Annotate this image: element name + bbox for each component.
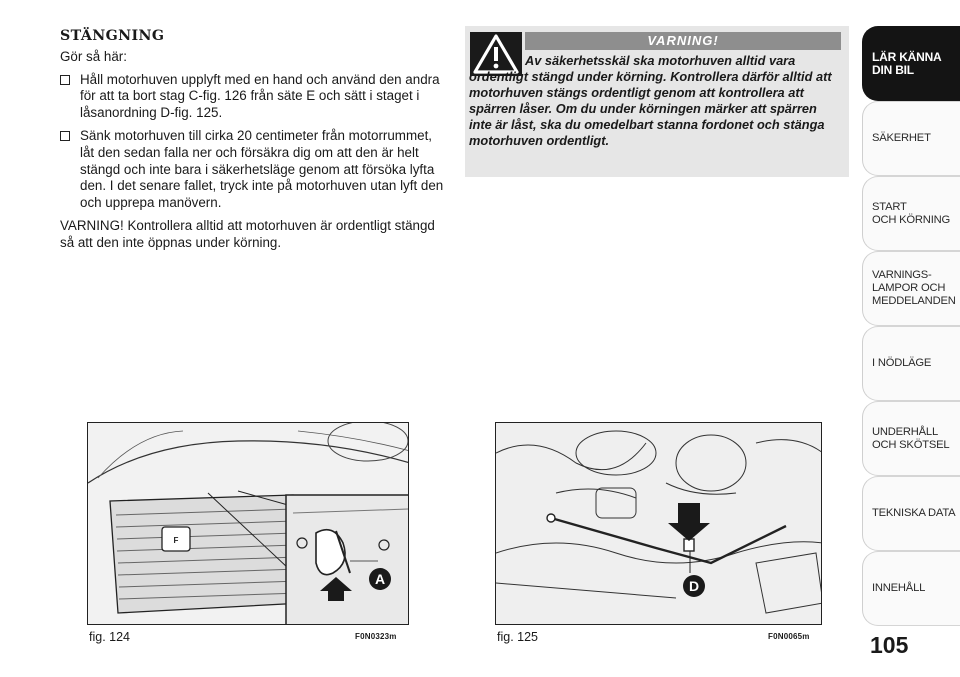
nav-tab-i-nodlage[interactable] [862, 326, 960, 401]
nav-tab-label: I NÖDLÄGE [872, 357, 932, 369]
nav-tab-label: VARNINGS- LAMPOR OCH MEDDELANDEN [872, 269, 956, 307]
nav-tab-underhall[interactable] [862, 401, 960, 476]
figure-lock-device [495, 422, 822, 625]
instruction-text-1: Håll motorhuven upplyft med en hand och använd den andra för att ta bort stag C-fig. 126 från säte E och sätt i staget i låsanordning D-fig. 125. [80, 71, 440, 121]
section-intro: Gör så här: [60, 48, 127, 64]
nav-tab-label: START OCH KÖRNING [872, 200, 950, 226]
figure-hood-strut [87, 422, 409, 625]
instruction-text-2: Sänk motorhuven till cirka 20 centimeter från motorrummet, låt den sedan falla ner och försäkra dig om att den är helt stängd och inte bara i säkerhetsläge genom att försöka lyfta den. I det senare fallet, tryck inte på motorhuven utan lyft den och upprepa manövern. [80, 127, 444, 211]
warning-note: VARNING! Kontrollera alltid att motorhuven är ordentligt stängd så att den inte öppnas under körning. [60, 217, 435, 250]
figure-124-caption: fig. 124 [89, 630, 131, 644]
section-heading: STÄNGNING [60, 28, 165, 44]
nav-tab-varningslampor[interactable] [862, 251, 960, 326]
nav-tab-tekniska-data[interactable] [862, 476, 960, 551]
nav-tab-label: TEKNISKA DATA [872, 507, 956, 519]
nav-tab-sakerhet[interactable] [862, 101, 960, 176]
instruction-bullet-1 [60, 72, 445, 122]
figure-125-code: F0N0065m [768, 632, 810, 641]
svg-text:F: F [173, 536, 179, 545]
figure-124-code: F0N0323m [355, 632, 397, 641]
warning-title: VARNING! [525, 32, 841, 50]
callout-d-label: D [688, 578, 700, 594]
callout-a-label: A [374, 571, 386, 587]
checkbox-bullet-icon [60, 75, 70, 85]
lock-device-illustration [496, 423, 822, 625]
checkbox-bullet-icon [60, 131, 70, 141]
nav-tab-label: LÄR KÄNNA DIN BIL [872, 49, 942, 77]
nav-tab-label: INNEHÅLL [872, 582, 926, 594]
page-number: 105 [870, 632, 909, 658]
hood-strut-illustration [88, 423, 409, 625]
chapter-nav [862, 26, 960, 626]
nav-tab-label: SÄKERHET [872, 132, 931, 144]
warning-text: Av säkerhetsskäl ska motorhuven alltid vara ordentligt stängd under körning. Kontrollera därför alltid att motorhuven stängs ordentligt genom att kontrollera att spärren låser. Om du under körningen märker att spärren inte är låst, ska du omedelbart stanna fordonet och stänga motorhuven ordentligt. [469, 53, 832, 148]
instruction-bullet-2 [60, 128, 445, 212]
nav-tab-label: UNDERHÅLL OCH SKÖTSEL [872, 425, 950, 451]
nav-tab-lar-kanna-din-bil[interactable] [862, 26, 960, 101]
closing-section [60, 28, 445, 252]
nav-tab-start-och-korning[interactable] [862, 176, 960, 251]
warning-box [465, 26, 849, 177]
nav-tab-innehall[interactable] [862, 551, 960, 626]
figure-125-caption: fig. 125 [497, 630, 539, 644]
